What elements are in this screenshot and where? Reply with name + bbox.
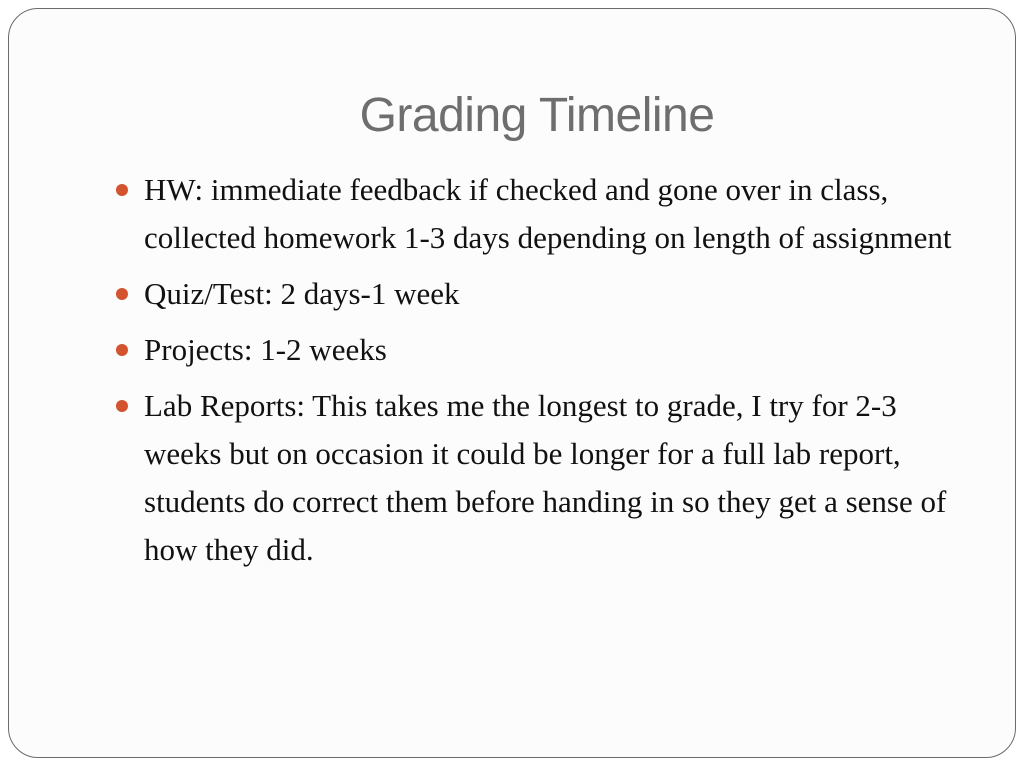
bullet-item-projects xyxy=(144,326,964,374)
bullet-item-quiz-test xyxy=(144,270,964,318)
bullet-text: Projects: 1-2 weeks xyxy=(144,332,387,367)
bullet-dot-icon xyxy=(116,400,128,412)
bullet-dot-icon xyxy=(116,344,128,356)
bullet-item-lab-reports xyxy=(144,382,964,574)
slide-title: Grading Timeline xyxy=(359,89,715,142)
bullet-dot-icon xyxy=(116,184,128,196)
bullet-text: HW: immediate feedback if checked and gone over in class, collected homework 1-3 days depending on length of assignment xyxy=(144,172,952,255)
bullet-text: Lab Reports: This takes me the longest to grade, I try for 2-3 weeks but on occasion it could be longer for a full lab report, students do correct them before handing in so they get a sense of how they did. xyxy=(144,388,947,567)
bullet-text: Quiz/Test: 2 days-1 week xyxy=(144,276,460,311)
bullet-item-hw xyxy=(144,166,964,262)
bullet-dot-icon xyxy=(116,288,128,300)
bullet-list xyxy=(144,166,964,582)
